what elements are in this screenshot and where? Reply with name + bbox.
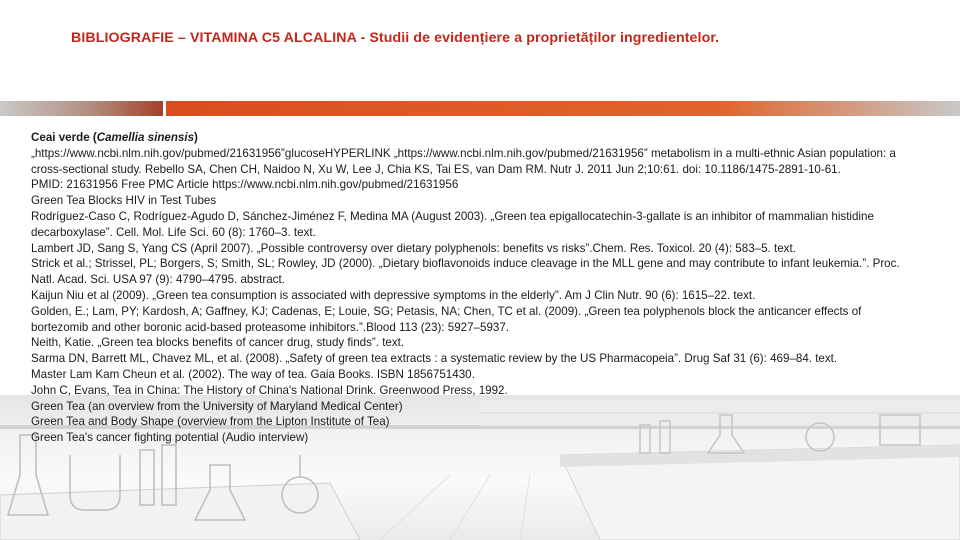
reference-item: Green Tea and Body Shape (overview from the Lipton Institute of Tea) (31, 415, 390, 429)
reference-item: Green Tea (an overview from the University of Maryland Medical Center) (31, 399, 403, 413)
heading-prefix: Ceai verde ( (31, 131, 97, 144)
reference-item: Rodríguez-Caso C, Rodríguez-Agudo D, Sánchez-Jiménez F, Medina MA (August 2003). „Green tea epigallocatechin-3-gallate is an inhibitor of mammalian histidine decarboxylase”. Cell. Mol. Life Sci. 60 (8): 1760–3. text. (31, 209, 874, 239)
reference-item: Strick et al.; Strissel, PL; Borgers, S; Smith, SL; Rowley, JD (2000). „Dietary bioflavonoids induce cleavage in the MLL gene and may contribute to infant leukemia.”. Proc. Natl. Acad. Sci. USA 97 (9): 4790–4795. abstract. (31, 257, 900, 287)
reference-item: Lambert JD, Sang S, Yang CS (April 2007). „Possible controversy over dietary polyphenols: benefits vs risks”.Chem. Res. Toxicol. 20 (4): 583–5. text. (31, 241, 796, 255)
slide-title: BIBLIOGRAFIE – VITAMINA C5 ALCALINA - Studii de evidențiere a proprietăților ingredientelor. (71, 30, 720, 46)
decorative-bar-right (166, 101, 960, 116)
reference-item: Green Tea Blocks HIV in Test Tubes (31, 194, 217, 208)
reference-item: Master Lam Kam Cheun et al. (2002). The way of tea. Gaia Books. ISBN 1856751430. (31, 367, 475, 381)
reference-item: „https://www.ncbi.nlm.nih.gov/pubmed/21631956”glucoseHYPERLINK „https://www.ncbi.nlm.nih.gov/pubmed/21631956” metabolism in a multi-ethnic Asian population: a cross-sectional study. Rebello SA, Chen CH, Naidoo N, Xu W, Lee J, Chia KS, Tai ES, van Dam RM. Nutr J. 2011 Jun 2;10:61. doi: 10.1186/1475-2891-10-61. (31, 146, 896, 176)
heading-suffix: ) (194, 131, 198, 144)
heading-latin-name: Camellia sinensis (96, 131, 195, 144)
reference-item: Golden, E.; Lam, PY; Kardosh, A; Gaffney, KJ; Cadenas, E; Louie, SG; Petasis, NA; Chen, TC et al. (2009). „Green tea polyphenols block the anticancer effects of bortezomib and other boronic acid-based proteasome inhibitors.”.Blood 113 (23): 5927–5937. (31, 304, 862, 334)
reference-item: Neith, Katie. „Green tea blocks benefits of cancer drug, study finds”. text. (31, 336, 405, 350)
decorative-bar-left (0, 101, 163, 116)
section-heading (31, 130, 911, 146)
reference-item: Green Tea's cancer fighting potential (Audio interview) (31, 431, 309, 445)
bibliography-text (31, 130, 911, 446)
reference-item: John C, Evans, Tea in China: The History of China's National Drink. Greenwood Press, 1992. (31, 383, 508, 397)
reference-item: PMID: 21631956 Free PMC Article https://www.ncbi.nlm.nih.gov/pubmed/21631956 (31, 178, 459, 192)
reference-item: Sarma DN, Barrett ML, Chavez ML, et al. (2008). „Safety of green tea extracts : a systematic review by the US Pharmacopeia”. Drug Saf 31 (6): 469–84. text. (31, 352, 838, 366)
reference-item: Kaijun Niu et al (2009). „Green tea consumption is associated with depressive symptoms in the elderly”. Am J Clin Nutr. 90 (6): 1615–22. text. (31, 288, 756, 302)
